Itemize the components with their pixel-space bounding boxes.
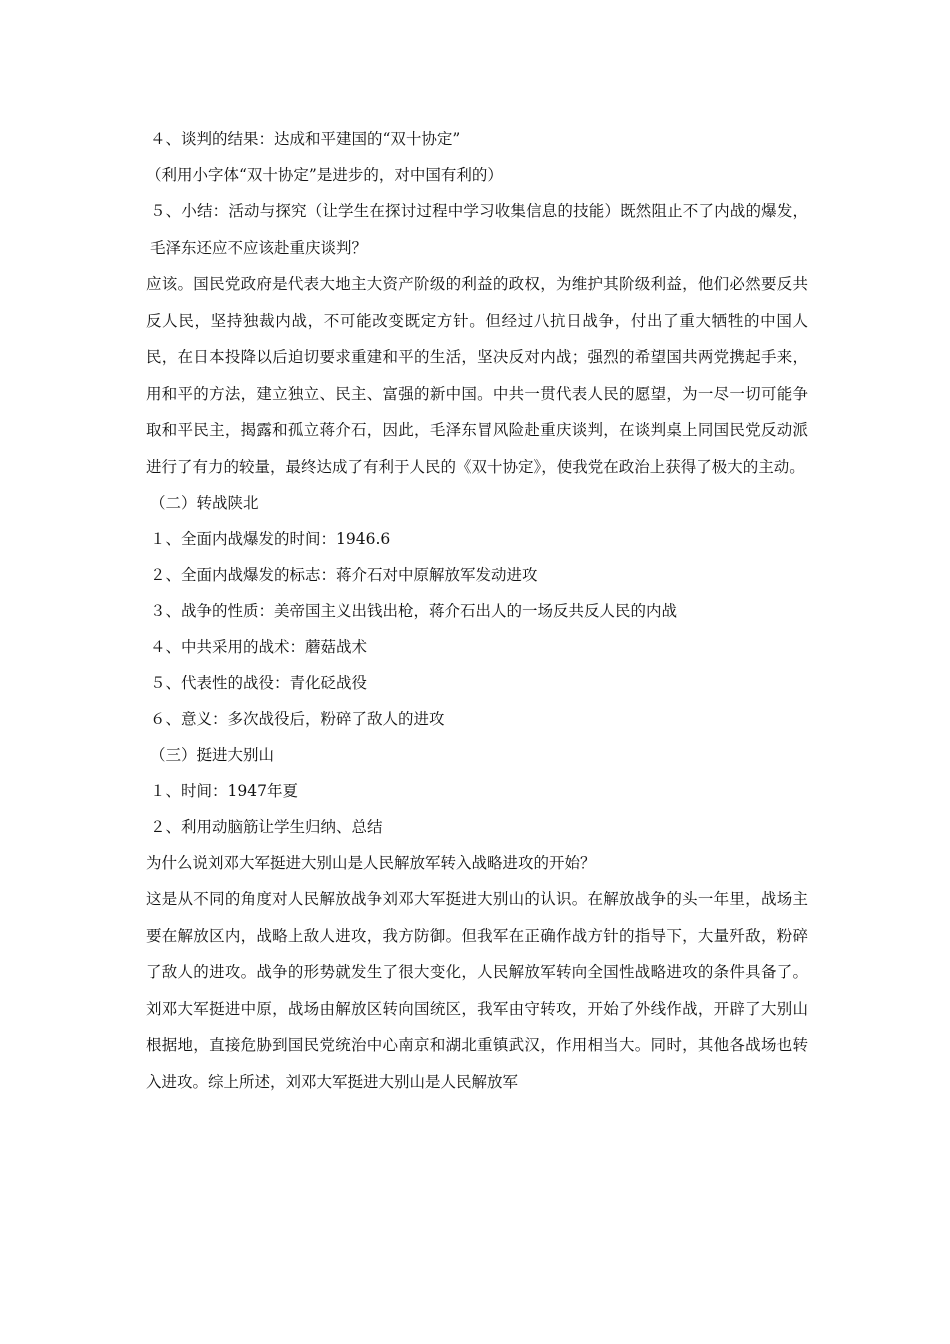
list-item: ２、利用动脑筋让学生归纳、总结: [150, 818, 383, 836]
list-item: １、全面内战爆发的时间：1946.6: [150, 530, 391, 548]
section-heading-northern-shaanxi: （二）转战陕北: [150, 494, 259, 512]
list-item: １、时间：1947年夏: [150, 782, 298, 800]
paragraph-answer: 应该。国民党政府是代表大地主大资产阶级的利益的政权，为维护其阶级利益，他们必然要反共反人民，坚持独裁内战，不可能改变既定方针。但经过八抗日战争，付出了重大牺牲的中国人民，在日本投降以后迫切要求重建和平的生活，坚决反对内战；强烈的希望国共两党携起手来，用和平的方法，建立独立、民主、富强的新中国。中共一贯代表人民的愿望，为一尽一切可能争取和平民主，揭露和孤立蒋介石，因此，毛泽东冒风险赴重庆谈判，在谈判桌上同国民党反动派进行了有力的较量，最终达成了有利于人民的《双十协定》，使我党在政治上获得了极大的主动。: [146, 275, 808, 476]
question-line: 为什么说刘邓大军挺进大别山是人民解放军转入战略进攻的开始？: [146, 854, 596, 872]
list-item: ５、代表性的战役：青化砭战役: [150, 674, 368, 692]
section-heading-dabie-mountains: （三）挺进大别山: [150, 746, 275, 764]
list-item: ２、全面内战爆发的标志：蒋介石对中原解放军发动进攻: [150, 566, 538, 584]
list-item: ３、战争的性质：美帝国主义出钱出枪，蒋介石出人的一场反共反人民的内战: [150, 602, 678, 620]
item-summary-question: ５、小结：活动与探究（让学生在探讨过程中学习收集信息的技能）既然阻止不了内战的爆发，毛泽东还应不应该赴重庆谈判？: [150, 202, 808, 257]
list-item: ４、中共采用的战术：蘑菇战术: [150, 638, 368, 656]
list-item: ６、意义：多次战役后，粉碎了敌人的进攻: [150, 710, 445, 728]
document-body: [146, 121, 808, 1100]
item-negotiation-result: ４、谈判的结果：达成和平建国的“双十协定”: [150, 130, 461, 148]
note-double-ten-agreement: （利用小字体“双十协定”是进步的，对中国有利的）: [146, 166, 503, 184]
paragraph-explanation: 这是从不同的角度对人民解放战争刘邓大军挺进大别山的认识。在解放战争的头一年里，战场主要在解放区内，战略上敌人进攻，我方防御。但我军在正确作战方针的指导下，大量歼敌，粉碎了敌人的进攻。战争的形势就发生了很大变化，人民解放军转向全国性战略进攻的条件具备了。刘邓大军挺进中原，战场由解放区转向国统区，我军由守转攻，开始了外线作战，开辟了大别山根据地，直接危胁到国民党统治中心南京和湖北重镇武汉，作用相当大。同时，其他各战场也转入进攻。综上所述，刘邓大军挺进大别山是人民解放军: [146, 890, 808, 1091]
